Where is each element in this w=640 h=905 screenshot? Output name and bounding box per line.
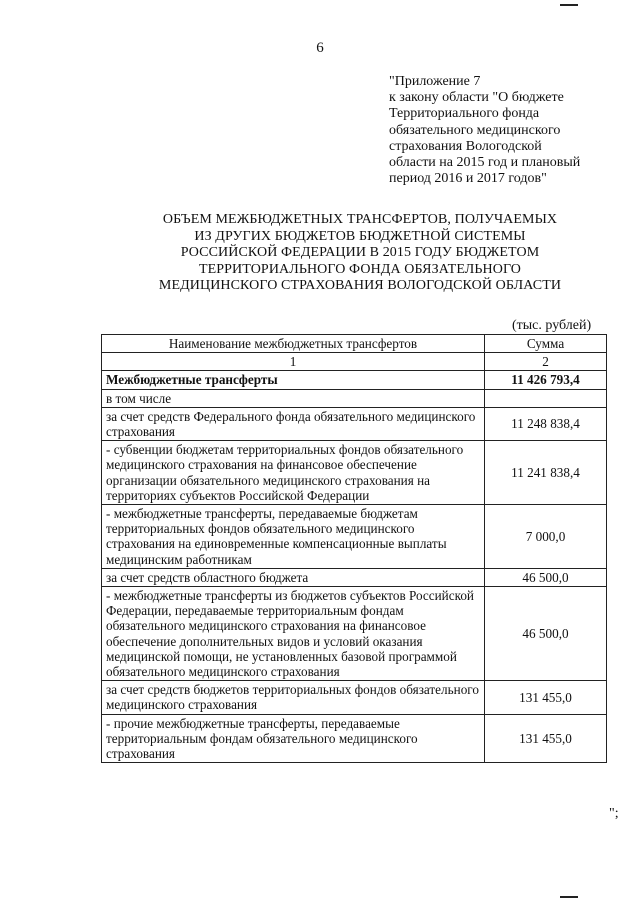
row-sum: 131 455,0 bbox=[485, 681, 607, 714]
table-row bbox=[102, 681, 607, 714]
scan-mark-top bbox=[560, 4, 578, 6]
header-sum: Сумма bbox=[485, 335, 607, 353]
row-sum bbox=[485, 389, 607, 407]
table-row-total bbox=[102, 371, 607, 389]
appendix-line: период 2016 и 2017 годов" bbox=[389, 171, 547, 187]
row-name: - прочие межбюджетные трансферты, передаваемые территориальным фондам обязательного медицинского страхования bbox=[102, 714, 485, 763]
row-sum: 11 248 838,4 bbox=[485, 407, 607, 440]
row-sum: 46 500,0 bbox=[485, 568, 607, 586]
table-row bbox=[102, 441, 607, 505]
appendix-line: области на 2015 год и плановый bbox=[389, 155, 581, 171]
title-line: РОССИЙСКОЙ ФЕДЕРАЦИИ В 2015 ГОДУ БЮДЖЕТОМ bbox=[180, 245, 540, 260]
table-row bbox=[102, 587, 607, 681]
column-number-row bbox=[102, 353, 607, 371]
row-name: - межбюджетные трансферты из бюджетов субъектов Российской Федерации, передаваемые территориальным фондам обязательного медицинского страхования на финансовое обеспечение дополнительных видов и условий оказания медицинской помощи, не установленных базовой программой обязательного медицинского страхования bbox=[102, 587, 485, 681]
row-sum: 11 426 793,4 bbox=[485, 371, 607, 389]
row-name: в том числе bbox=[102, 389, 485, 407]
appendix-line: "Приложение 7 bbox=[389, 74, 481, 89]
row-sum: 7 000,0 bbox=[485, 505, 607, 569]
table-row bbox=[102, 714, 607, 763]
document-title bbox=[80, 212, 640, 295]
row-name: - межбюджетные трансферты, передаваемые бюджетам территориальных фондов обязательного медицинского страхования на единовременные компенсационные выплаты медицинским работникам bbox=[102, 505, 485, 569]
table-row bbox=[102, 505, 607, 569]
appendix-line: Территориального фонда bbox=[389, 106, 540, 122]
title-line: ТЕРРИТОРИАЛЬНОГО ФОНДА ОБЯЗАТЕЛЬНОГО bbox=[198, 261, 522, 277]
row-name: за счет средств областного бюджета bbox=[102, 568, 485, 586]
appendix-reference bbox=[389, 74, 624, 187]
appendix-line: страхования Вологодской bbox=[389, 138, 542, 154]
page-number: 6 bbox=[316, 40, 324, 56]
column-number: 1 bbox=[102, 353, 485, 371]
title-line: ИЗ ДРУГИХ БЮДЖЕТОВ БЮДЖЕТНОЙ СИСТЕМЫ bbox=[194, 228, 526, 244]
column-number: 2 bbox=[485, 353, 607, 371]
units-label: (тыс. рублей) bbox=[512, 318, 592, 333]
row-sum: 46 500,0 bbox=[485, 587, 607, 681]
appendix-line: к закону области "О бюджете bbox=[389, 90, 564, 106]
title-line: ОБЪЕМ МЕЖБЮДЖЕТНЫХ ТРАНСФЕРТОВ, ПОЛУЧАЕМЫХ bbox=[162, 212, 558, 227]
table-header-row bbox=[102, 335, 607, 353]
row-name: за счет средств Федерального фонда обязательного медицинского страхования bbox=[102, 407, 485, 440]
scan-mark-bottom bbox=[560, 896, 578, 898]
row-sum: 11 241 838,4 bbox=[485, 441, 607, 505]
table-row bbox=[102, 568, 607, 586]
row-sum: 131 455,0 bbox=[485, 714, 607, 763]
row-name: - субвенции бюджетам территориальных фондов обязательного медицинского страхования на финансовое обеспечение организации обязательного медицинского страхования на территориях субъектов Российской Федерации bbox=[102, 441, 485, 505]
header-name: Наименование межбюджетных трансфертов bbox=[102, 335, 485, 353]
transfers-table bbox=[101, 334, 607, 763]
table-row bbox=[102, 389, 607, 407]
closing-quote: "; bbox=[609, 806, 619, 821]
table-row bbox=[102, 407, 607, 440]
row-name: за счет средств бюджетов территориальных фондов обязательного медицинского страхования bbox=[102, 681, 485, 714]
title-line: МЕДИЦИНСКОГО СТРАХОВАНИЯ ВОЛОГОДСКОЙ ОБЛАСТИ bbox=[158, 278, 562, 293]
appendix-line: обязательного медицинского bbox=[389, 122, 561, 138]
row-name: Межбюджетные трансферты bbox=[102, 371, 485, 389]
